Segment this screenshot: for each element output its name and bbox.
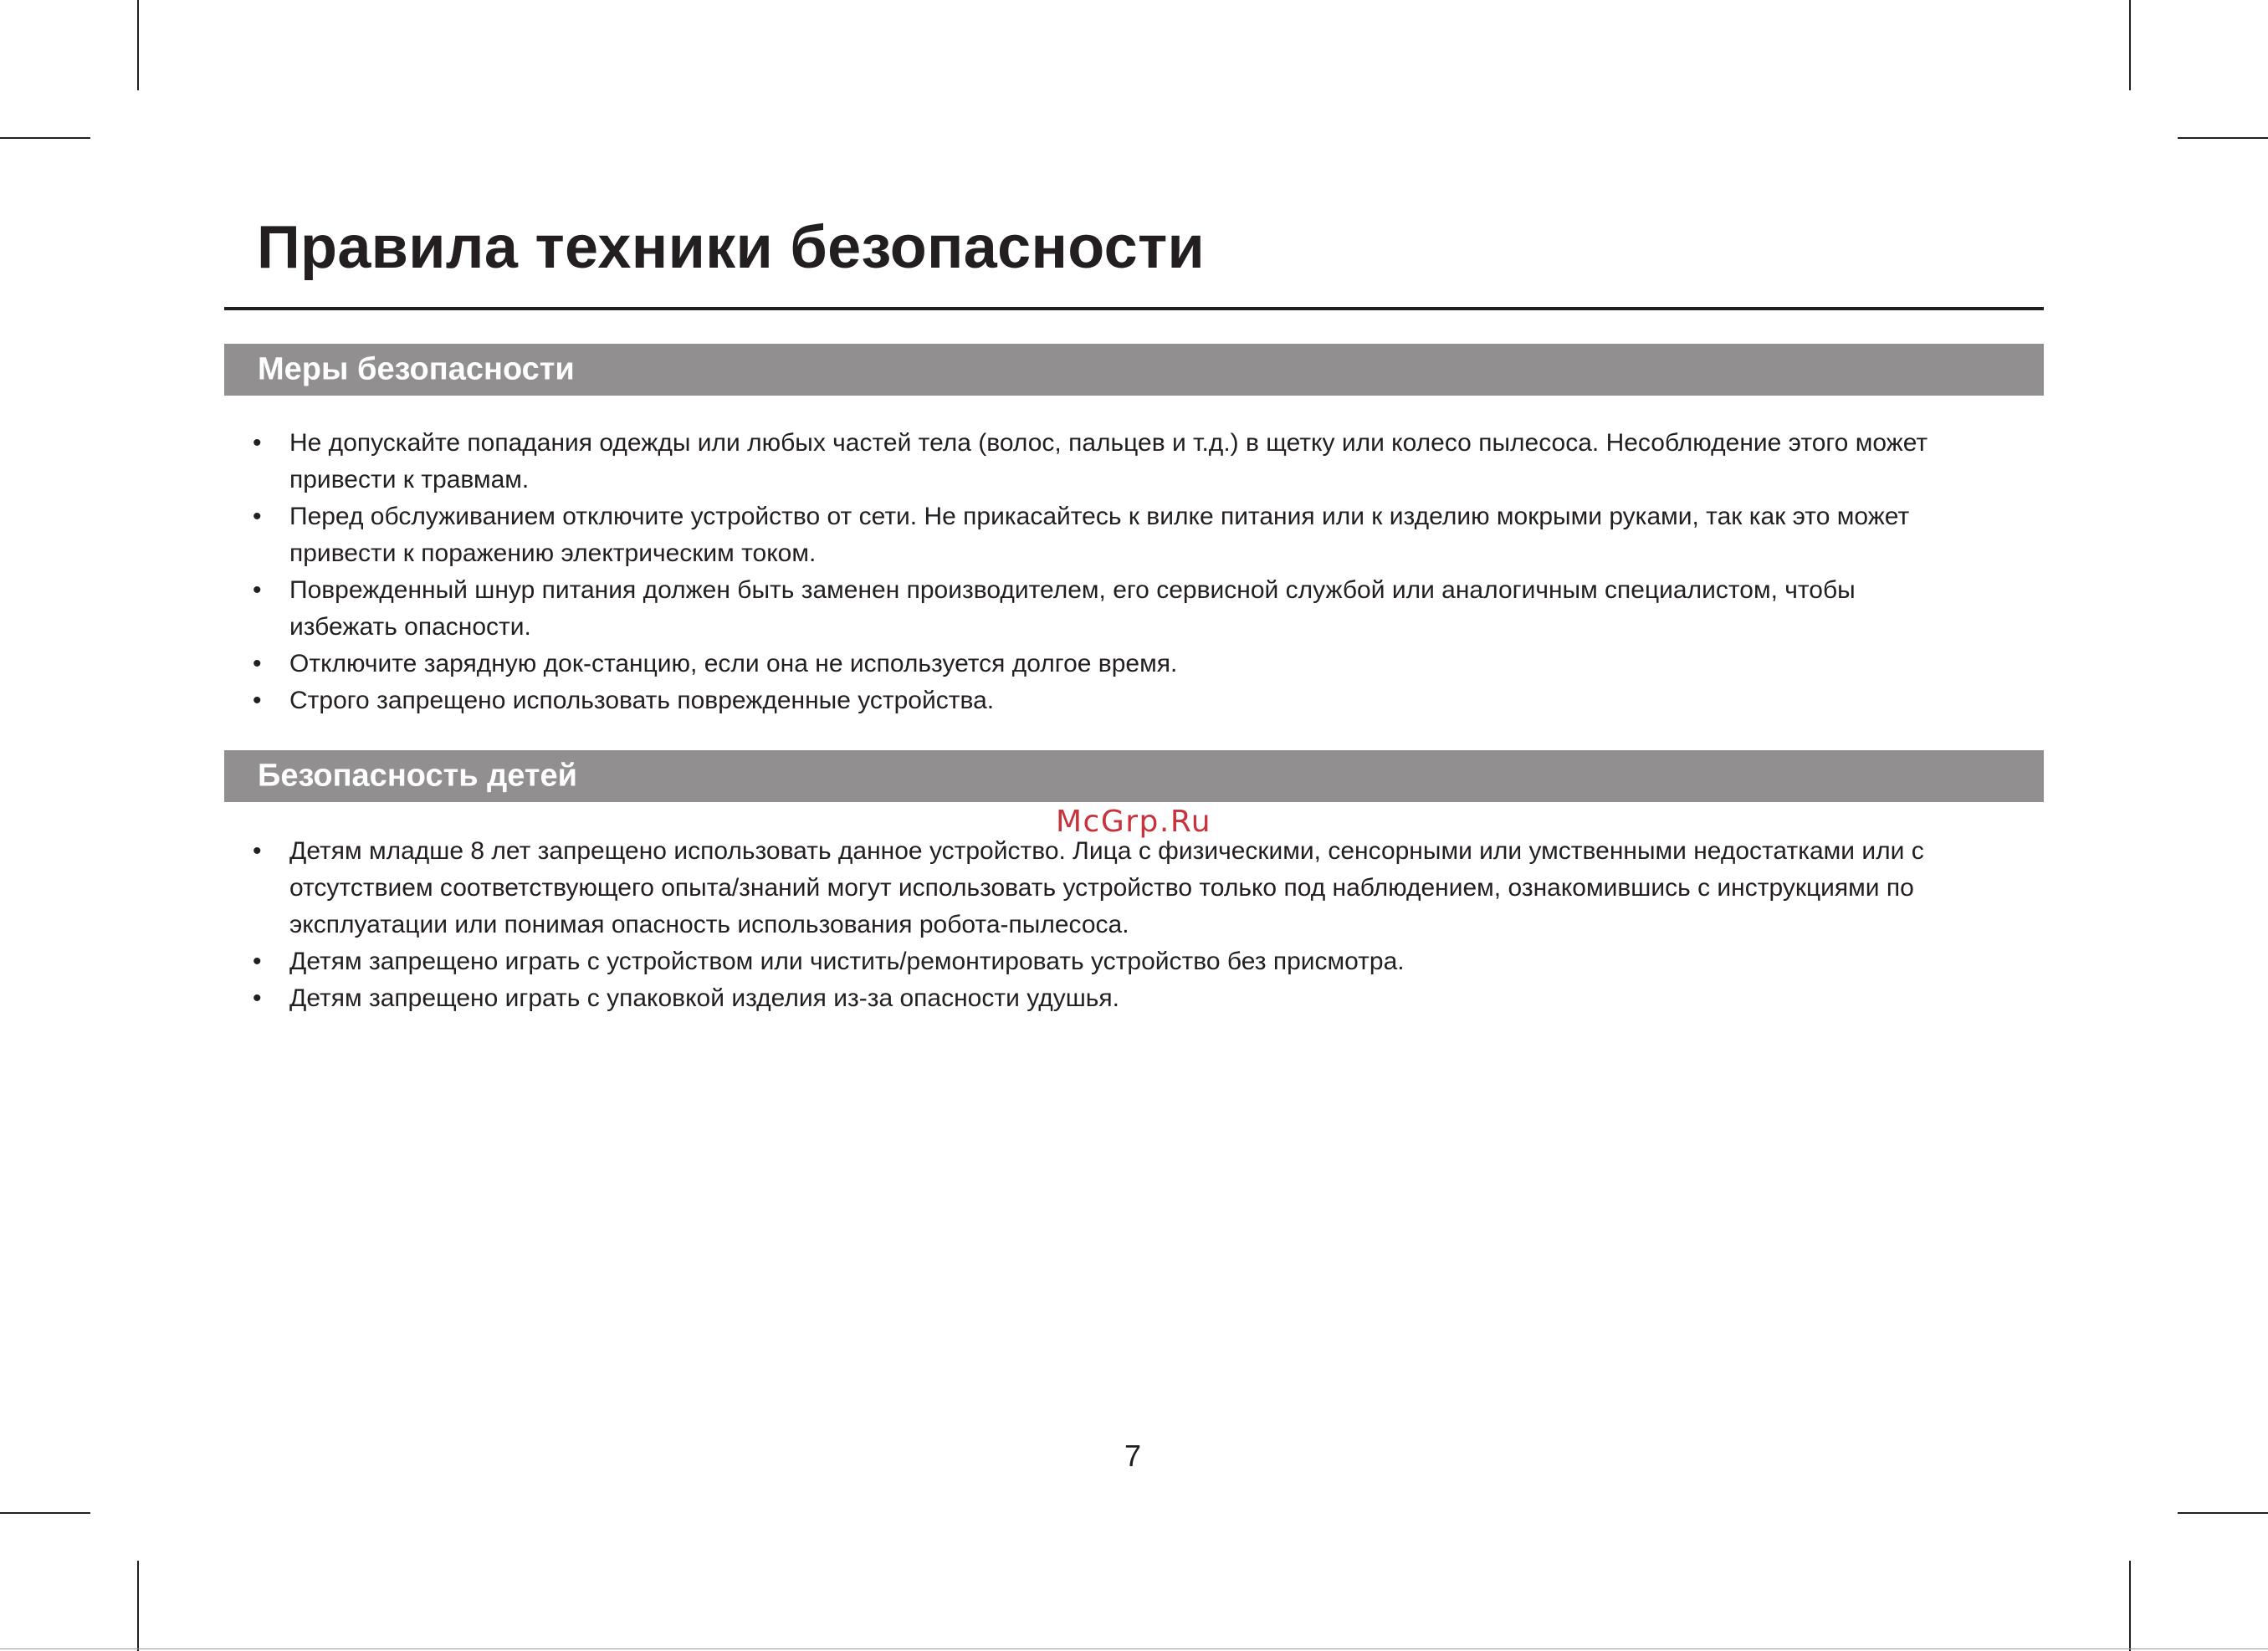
list-item — [253, 425, 2046, 498]
list-item-line: Отключите зарядную док-станцию, если она не используется долгое время. — [289, 650, 1178, 677]
title-divider — [224, 307, 2044, 310]
list-item-line: Поврежденный шнур питания должен быть заменен производителем, его сервисной службой или аналогичным специалистом, чтобы — [289, 576, 1856, 604]
list-item-line: Строго запрещено использовать поврежденные устройства. — [289, 687, 995, 714]
page-title: Правила техники безопасности — [257, 214, 1206, 281]
list-item-line: Не допускайте попадания одежды или любых частей тела (волос, пальцев и т.д.) в щетку или колесо пылесоса. Несоблюдение этого может — [289, 429, 1928, 457]
bullet-icon: • — [253, 650, 262, 677]
list-item — [253, 943, 2046, 980]
bullet-icon: • — [253, 948, 262, 975]
safety-measures-list — [253, 425, 2046, 719]
list-item-line: привести к травмам. — [289, 466, 530, 493]
section-heading-label: Безопасность детей — [258, 758, 578, 794]
bullet-icon: • — [253, 429, 262, 457]
bottom-edge-line — [0, 1648, 2268, 1649]
section-heading-child-safety — [224, 750, 2044, 802]
bullet-icon: • — [253, 984, 262, 1012]
list-item-line: привести к поражению электрическим током. — [289, 539, 817, 567]
crop-mark-bottom-left-horizontal — [0, 1512, 90, 1514]
crop-mark-top-right — [2129, 0, 2131, 90]
crop-mark-bottom-left — [137, 1561, 139, 1651]
list-item — [253, 646, 2046, 682]
bullet-icon: • — [253, 687, 262, 714]
bullet-icon: • — [253, 503, 262, 530]
watermark: McGrp.Ru — [1056, 805, 1212, 839]
bullet-icon: • — [253, 837, 262, 865]
list-item — [253, 682, 2046, 719]
section-heading-label: Меры безопасности — [258, 351, 575, 387]
list-item — [253, 498, 2046, 572]
list-item-line: Перед обслуживанием отключите устройство от сети. Не прикасайтесь к вилке питания или к изделию мокрыми руками, так как это может — [289, 503, 1910, 530]
list-item-line: Детям младше 8 лет запрещено использовать данное устройство. Лица с физическими, сенсорными или умственными недостатками или с — [289, 837, 1924, 865]
list-item — [253, 980, 2046, 1017]
list-item-line: избежать опасности. — [289, 613, 531, 641]
crop-mark-top-left-horizontal — [0, 137, 90, 139]
crop-mark-top-right-horizontal — [2178, 137, 2268, 139]
list-item — [253, 572, 2046, 646]
list-item-line: эксплуатации или понимая опасность использования робота-пылесоса. — [289, 911, 1129, 938]
crop-mark-top-left — [137, 0, 139, 90]
list-item — [253, 833, 2046, 943]
list-item-line: Детям запрещено играть с устройством или чистить/ремонтировать устройство без присмотра. — [289, 948, 1405, 975]
page-number: 7 — [1124, 1439, 1142, 1473]
section-heading-safety-measures — [224, 344, 2044, 396]
list-item-line: отсутствием соответствующего опыта/знаний могут использовать устройство только под наблюдением, ознакомившись с инструкциями по — [289, 874, 1914, 902]
bullet-icon: • — [253, 576, 262, 604]
list-item-line: Детям запрещено играть с упаковкой изделия из-за опасности удушья. — [289, 984, 1119, 1012]
crop-mark-bottom-right — [2129, 1561, 2131, 1651]
child-safety-list — [253, 833, 2046, 1017]
crop-mark-bottom-right-horizontal — [2178, 1512, 2268, 1514]
